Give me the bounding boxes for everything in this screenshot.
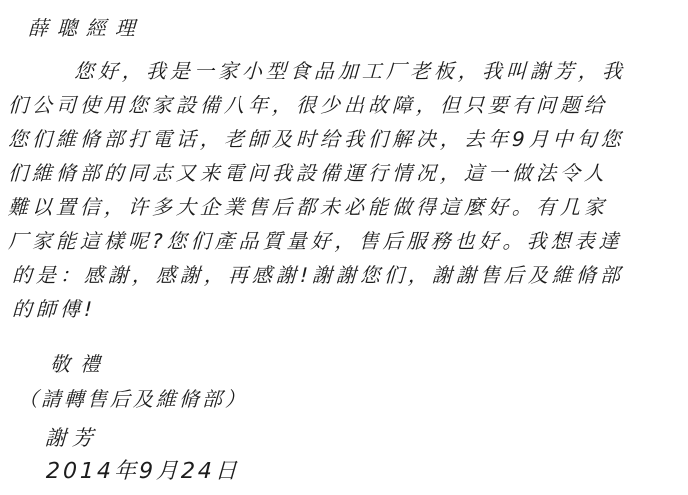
letter-closing: 敬禮	[49, 352, 111, 376]
letter-forward-note: （請轉售后及維脩部）	[17, 387, 249, 411]
letter-body-line-7: 的是：感謝，感謝，再感謝!謝謝您们，謝謝售后及維脩部	[11, 263, 625, 287]
letter-date: 2014年9月24日	[45, 459, 241, 484]
letter-body-line-8: 的師傅!	[11, 297, 97, 321]
letter-body-line-2: 们公司使用您家設備八年，很少出故障，但只要有问题给	[7, 93, 609, 117]
letter-body-line-4: 们維脩部的同志又来電问我設備運行情况，這一做法令人	[7, 161, 609, 185]
letter-body-line-6: 厂家能這樣呢?您们產品質量好，售后服務也好。我想表達	[7, 229, 623, 253]
letter-body-line-3: 您们維脩部打電话，老師及时给我们解决，去年9月中旬您	[7, 127, 626, 151]
letter-body-line-5: 難以置信，许多大企業售后都未必能做得這麼好。有几家	[7, 195, 609, 219]
letter-body-line-1: 您好，我是一家小型食品加工厂老板，我叫謝芳，我	[73, 59, 627, 83]
letter-salutation: 薛聰經理	[27, 16, 145, 40]
letter-signature-name: 謝芳	[44, 426, 100, 450]
